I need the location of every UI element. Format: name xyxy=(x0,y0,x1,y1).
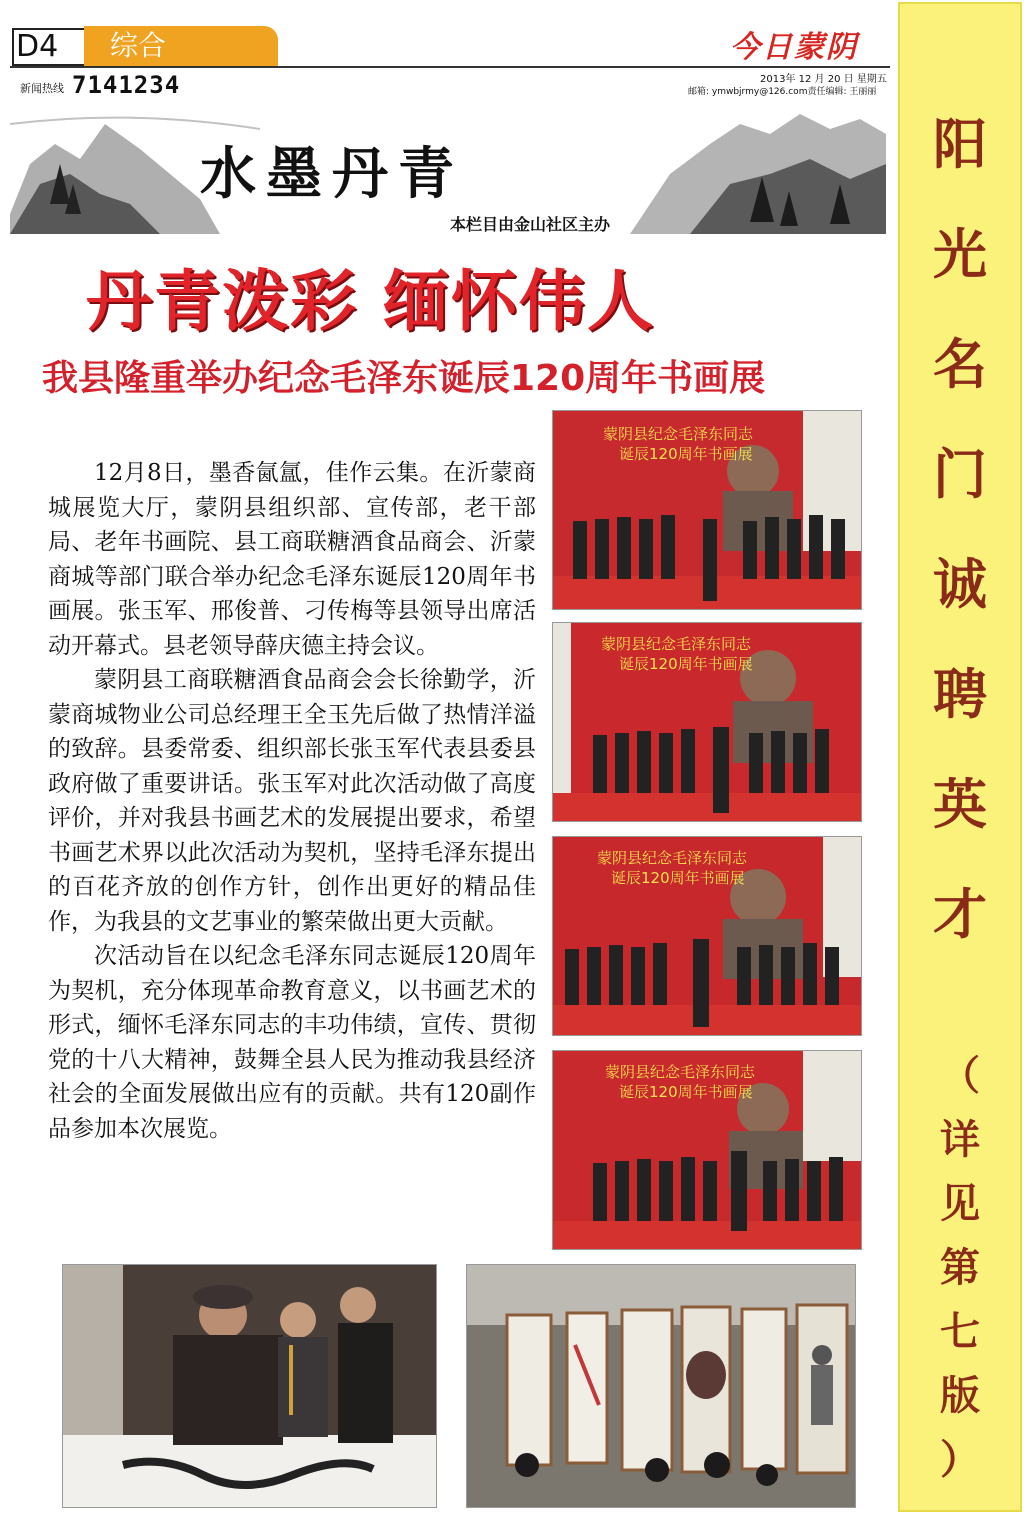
article-paragraph: 次活动旨在以纪念毛泽东同志诞辰120周年为契机，充分体现革命教育意义，以书画艺术的形式，缅怀毛泽东同志的丰功伟绩，宣传、贯彻党的十八大精神，鼓舞全县人民为推动我县经济社会的全面发展做出应有的贡献。共有120副作品参加本次展览。 xyxy=(48,943,536,1142)
photo-banner-text: 诞辰120周年书画展 xyxy=(619,445,753,463)
photo-banner-text: 蒙阴县纪念毛泽东同志 xyxy=(601,635,752,653)
photo-banner-text: 蒙阴县纪念毛泽东同志 xyxy=(597,849,748,867)
sidebar-note-char: 详 xyxy=(940,1117,980,1163)
photo-banner-text: 诞辰120周年书画展 xyxy=(619,655,753,673)
photo-banner-text: 诞辰120周年书画展 xyxy=(619,1083,753,1101)
sidebar-title xyxy=(900,90,1020,970)
sidebar-title-char: 名 xyxy=(933,333,987,396)
sidebar-note-char: 第 xyxy=(940,1245,980,1291)
sidebar-note-char: 见 xyxy=(940,1181,980,1227)
sidebar-note xyxy=(900,1044,1020,1492)
article-body xyxy=(48,456,536,1146)
sub-headline: 我县隆重举办纪念毛泽东诞辰120周年书画展 xyxy=(42,358,766,399)
ceremony-photo-4 xyxy=(552,1050,862,1250)
sidebar-note-char: ） xyxy=(940,1437,980,1483)
sidebar-title-char: 门 xyxy=(933,443,987,506)
sidebar-title-char: 诚 xyxy=(933,553,987,616)
photo-banner-text: 诞辰120周年书画展 xyxy=(611,869,745,887)
ceremony-photo-2 xyxy=(552,622,862,822)
sidebar-title-char: 才 xyxy=(933,883,987,946)
sidebar-note-char: 版 xyxy=(940,1373,980,1419)
paper-logo: 今日蒙阴 xyxy=(730,30,858,65)
sidebar-title-char: 聘 xyxy=(933,663,987,726)
hotline-label: 新闻热线 xyxy=(20,82,64,95)
sidebar-note-char: 七 xyxy=(940,1309,980,1355)
hotline-number: 7141234 xyxy=(72,71,181,99)
photo-banner-text: 蒙阴县纪念毛泽东同志 xyxy=(603,425,754,443)
section-label: 综合 xyxy=(84,26,278,66)
recruitment-sidebar xyxy=(898,2,1022,1512)
sidebar-title-char: 阳 xyxy=(933,113,987,176)
ceremony-photo-1 xyxy=(552,410,862,610)
main-headline: 丹青泼彩 缅怀伟人 xyxy=(86,262,655,340)
photo-banner-text: 蒙阴县纪念毛泽东同志 xyxy=(605,1063,756,1081)
article-paragraph: 蒙阴县工商联糖酒食品商会会长徐勤学，沂蒙商城物业公司总经理王全玉先后做了热情洋溢的致辞。县委常委、组织部长张玉军代表县委县政府做了重要讲话。张玉军对此次活动做了高度评价，并对我县书画艺术的发展提出要求，希望书画艺术界以此次活动为契机，坚持毛泽东提出的百花齐放的创作方针，创作出更好的精品佳作，为我县的文艺事业的繁荣做出更大贡献。 xyxy=(48,667,536,935)
article-paragraph: 12月8日，墨香氤氲，佳作云集。在沂蒙商城展览大厅，蒙阴县组织部、宣传部，老干部局、老年书画院、县工商联糖酒食品商会、沂蒙商城等部门联合举办纪念毛泽东诞辰120周年书画展。张玉军、邢俊普、刁传梅等县领导出席活动开幕式。县老领导薛庆德主持会议。 xyxy=(48,460,536,659)
calligraphy-demo-photo xyxy=(62,1264,437,1508)
issue-date: 2013年 12 月 20 日 星期五 xyxy=(760,74,887,85)
ceremony-photo-3 xyxy=(552,836,862,1036)
column-sponsor: 本栏目由金山社区主办 xyxy=(450,215,611,234)
sidebar-title-char: 光 xyxy=(933,223,987,286)
column-title: 水墨丹青 xyxy=(200,141,464,207)
issue-email-editor: 邮箱: ymwbjrmy@126.com责任编辑: 王丽丽 xyxy=(688,87,877,97)
page-section-tab xyxy=(6,26,278,68)
sidebar-title-char: 英 xyxy=(933,773,987,836)
sidebar-note-char: （ xyxy=(940,1053,980,1099)
exhibition-hall-photo xyxy=(466,1264,856,1508)
header-divider xyxy=(10,66,890,68)
page-number: D4 xyxy=(12,28,84,66)
